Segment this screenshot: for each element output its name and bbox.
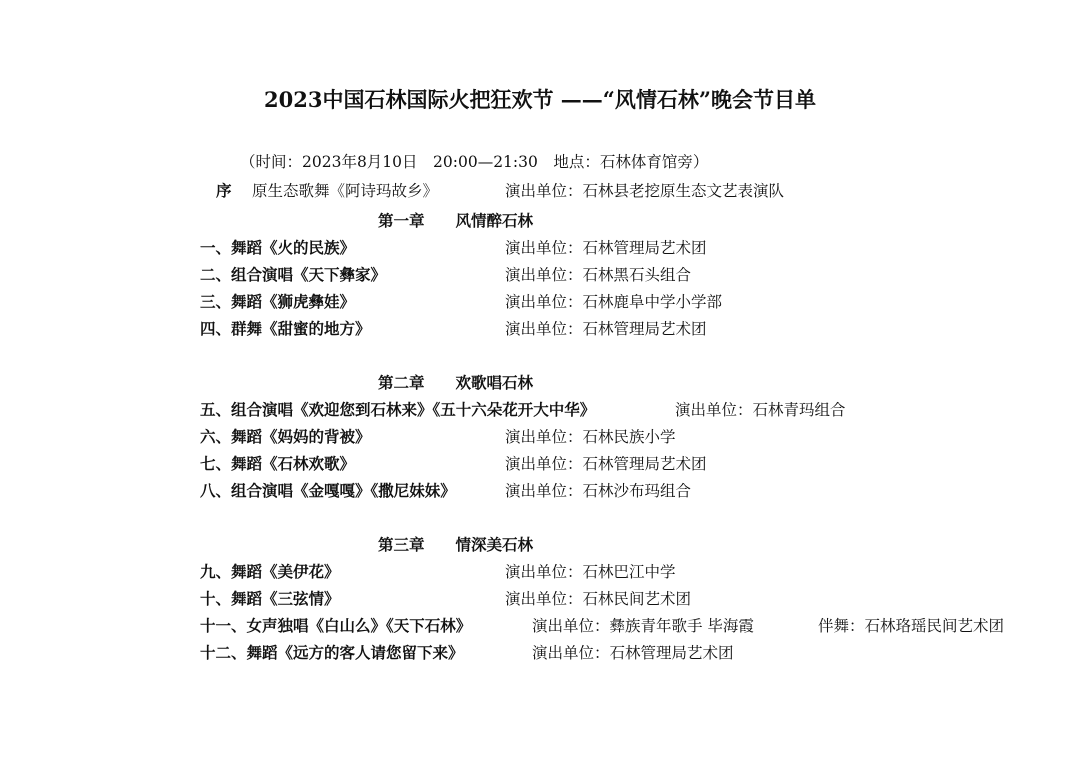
- prologue-unit: 演出单位：石林县老挖原生态文艺表演队: [505, 182, 785, 200]
- event-info: （时间：2023年8月10日 20:00—21:30 地点：石林体育馆旁）: [240, 153, 709, 171]
- prologue-program: 原生态歌舞《阿诗玛故乡》: [252, 182, 439, 200]
- program-item: 十二、舞蹈《远方的客人请您留下来》: [200, 644, 464, 662]
- program-item: 十、舞蹈《三弦情》: [200, 590, 340, 608]
- program-item: 六、舞蹈《妈妈的背被》: [200, 428, 371, 446]
- page-title: 2023中国石林国际火把狂欢节 ——“风情石林”晚会节目单: [264, 87, 816, 112]
- program-item: 七、舞蹈《石林欢歌》: [200, 455, 356, 473]
- program-unit: 演出单位：石林青玛组合: [675, 401, 846, 419]
- chapter-1-title: 第一章 风情醉石林: [378, 212, 534, 230]
- program-item: 二、组合演唱《天下彝家》: [200, 266, 387, 284]
- program-unit: 演出单位：彝族青年歌手 毕海霞: [532, 617, 754, 635]
- program-item: 五、组合演唱《欢迎您到石林来》《五十六朵花开大中华》: [200, 401, 596, 419]
- program-item: 十一、女声独唱《白山么》《天下石林》: [200, 617, 472, 635]
- program-item: 四、群舞《甜蜜的地方》: [200, 320, 371, 338]
- program-item: 一、舞蹈《火的民族》: [200, 239, 356, 257]
- program-unit: 演出单位：石林巴江中学: [505, 563, 676, 581]
- chapter-2-title: 第二章 欢歌唱石林: [378, 374, 534, 392]
- program-unit: 演出单位：石林民间艺术团: [505, 590, 692, 608]
- program-item: 九、舞蹈《美伊花》: [200, 563, 340, 581]
- prologue-label: 序: [216, 182, 232, 200]
- program-item: 三、舞蹈《狮虎彝娃》: [200, 293, 356, 311]
- program-accompaniment: 伴舞：石林珞瑶民间艺术团: [818, 617, 1005, 635]
- program-item: 八、组合演唱《金嘎嘎》《撒尼妹妹》: [200, 482, 456, 500]
- program-unit: 演出单位：石林管理局艺术团: [532, 644, 734, 662]
- program-unit: 演出单位：石林民族小学: [505, 428, 676, 446]
- program-unit: 演出单位：石林管理局艺术团: [505, 455, 707, 473]
- program-unit: 演出单位：石林管理局艺术团: [505, 320, 707, 338]
- program-unit: 演出单位：石林黑石头组合: [505, 266, 692, 284]
- program-unit: 演出单位：石林鹿阜中学小学部: [505, 293, 723, 311]
- program-unit: 演出单位：石林沙布玛组合: [505, 482, 692, 500]
- chapter-3-title: 第三章 情深美石林: [378, 536, 534, 554]
- program-unit: 演出单位：石林管理局艺术团: [505, 239, 707, 257]
